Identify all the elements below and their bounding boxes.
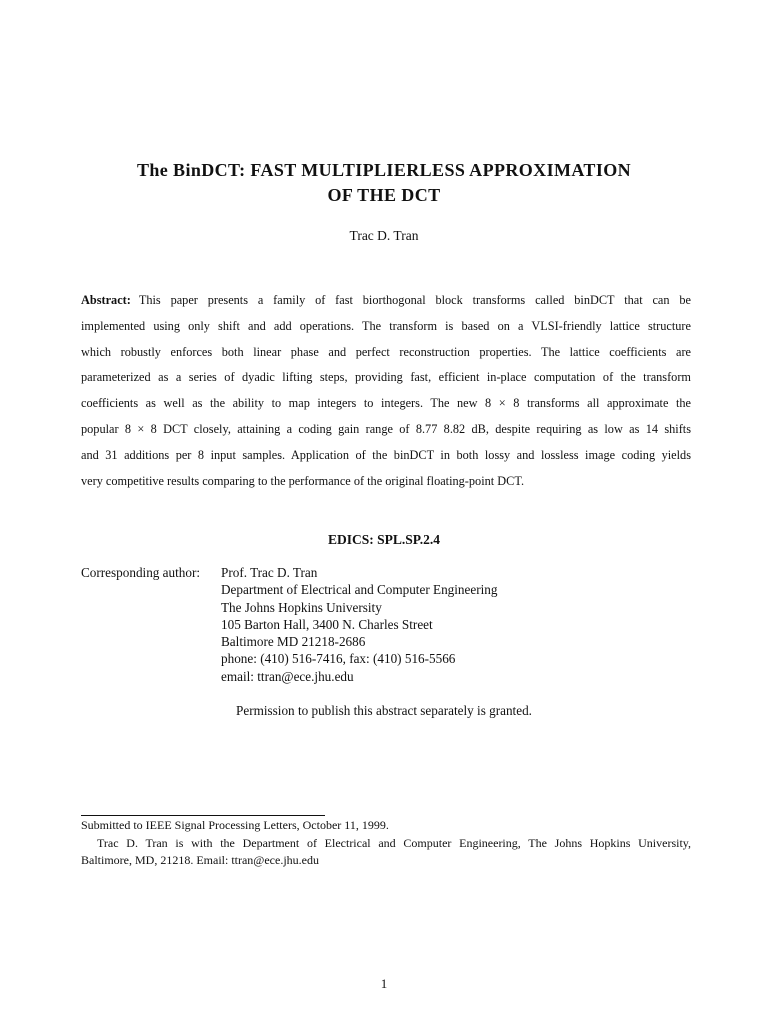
abstract-line: implemented using only shift and add operations. The transform is based on a VLSI-friendly lattice structure [81, 318, 691, 333]
footnote-affiliation-line-1: Trac D. Tran is with the Department of Electrical and Computer Engineering, The Johns Hopkins University, [97, 835, 691, 850]
edics-code: EDICS: SPL.SP.2.4 [327, 532, 441, 547]
corresponding-author-address [221, 564, 497, 685]
footnotes [81, 817, 691, 870]
address-line: The Johns Hopkins University [221, 599, 382, 615]
permission-statement: Permission to publish this abstract separately is granted. [236, 703, 532, 718]
page-number: 1 [380, 976, 388, 991]
corresponding-author-label: Corresponding author: [81, 565, 201, 580]
abstract-line-text: This paper presents a family of fast biorthogonal block transforms called binDCT that can be [138, 293, 691, 307]
address-line: phone: (410) 516-7416, fax: (410) 516-5566 [221, 651, 456, 667]
paper-title-line-1: The BinDCT: FAST MULTIPLIERLESS APPROXIMATION [136, 160, 632, 180]
abstract-line: very competitive results comparing to the performance of the original floating-point DCT. [81, 473, 525, 488]
abstract-line: parameterized as a series of dyadic lifting steps, providing fast, efficient in-place computation of the transform [81, 370, 691, 385]
address-line: Baltimore MD 21218-2686 [221, 634, 366, 650]
address-line: Prof. Trac D. Tran [221, 565, 318, 580]
footnote-rule [81, 815, 325, 816]
paper-title-line-2: OF THE DCT [327, 185, 441, 205]
abstract-line: popular 8 × 8 DCT closely, attaining a coding gain range of 8.77 8.82 dB, despite requiring as low as 14 shifts [81, 421, 691, 436]
address-line: email: ttran@ece.jhu.edu [221, 668, 354, 684]
footnote-submitted: Submitted to IEEE Signal Processing Letters, October 11, 1999. [81, 818, 389, 832]
address-line: 105 Barton Hall, 3400 N. Charles Street [221, 616, 433, 632]
abstract-line: which robustly enforces both linear phase and perfect reconstruction properties. The lattice coefficients are [81, 344, 691, 359]
footnote-affiliation-line-2: Baltimore, MD, 21218. Email: ttran@ece.jhu.edu [81, 853, 319, 867]
abstract-line [81, 288, 691, 314]
abstract-label: Abstract: [81, 293, 131, 307]
author-name: Trac D. Tran [349, 228, 419, 243]
address-line: Department of Electrical and Computer Engineering [221, 582, 498, 598]
abstract-line: coefficients as well as the ability to map integers to integers. The new 8 × 8 transforms all approximate the [81, 396, 691, 411]
paper-title [0, 158, 768, 208]
abstract [81, 288, 691, 494]
abstract-line: and 31 additions per 8 input samples. Application of the binDCT in both lossy and lossless image coding yields [81, 447, 691, 462]
